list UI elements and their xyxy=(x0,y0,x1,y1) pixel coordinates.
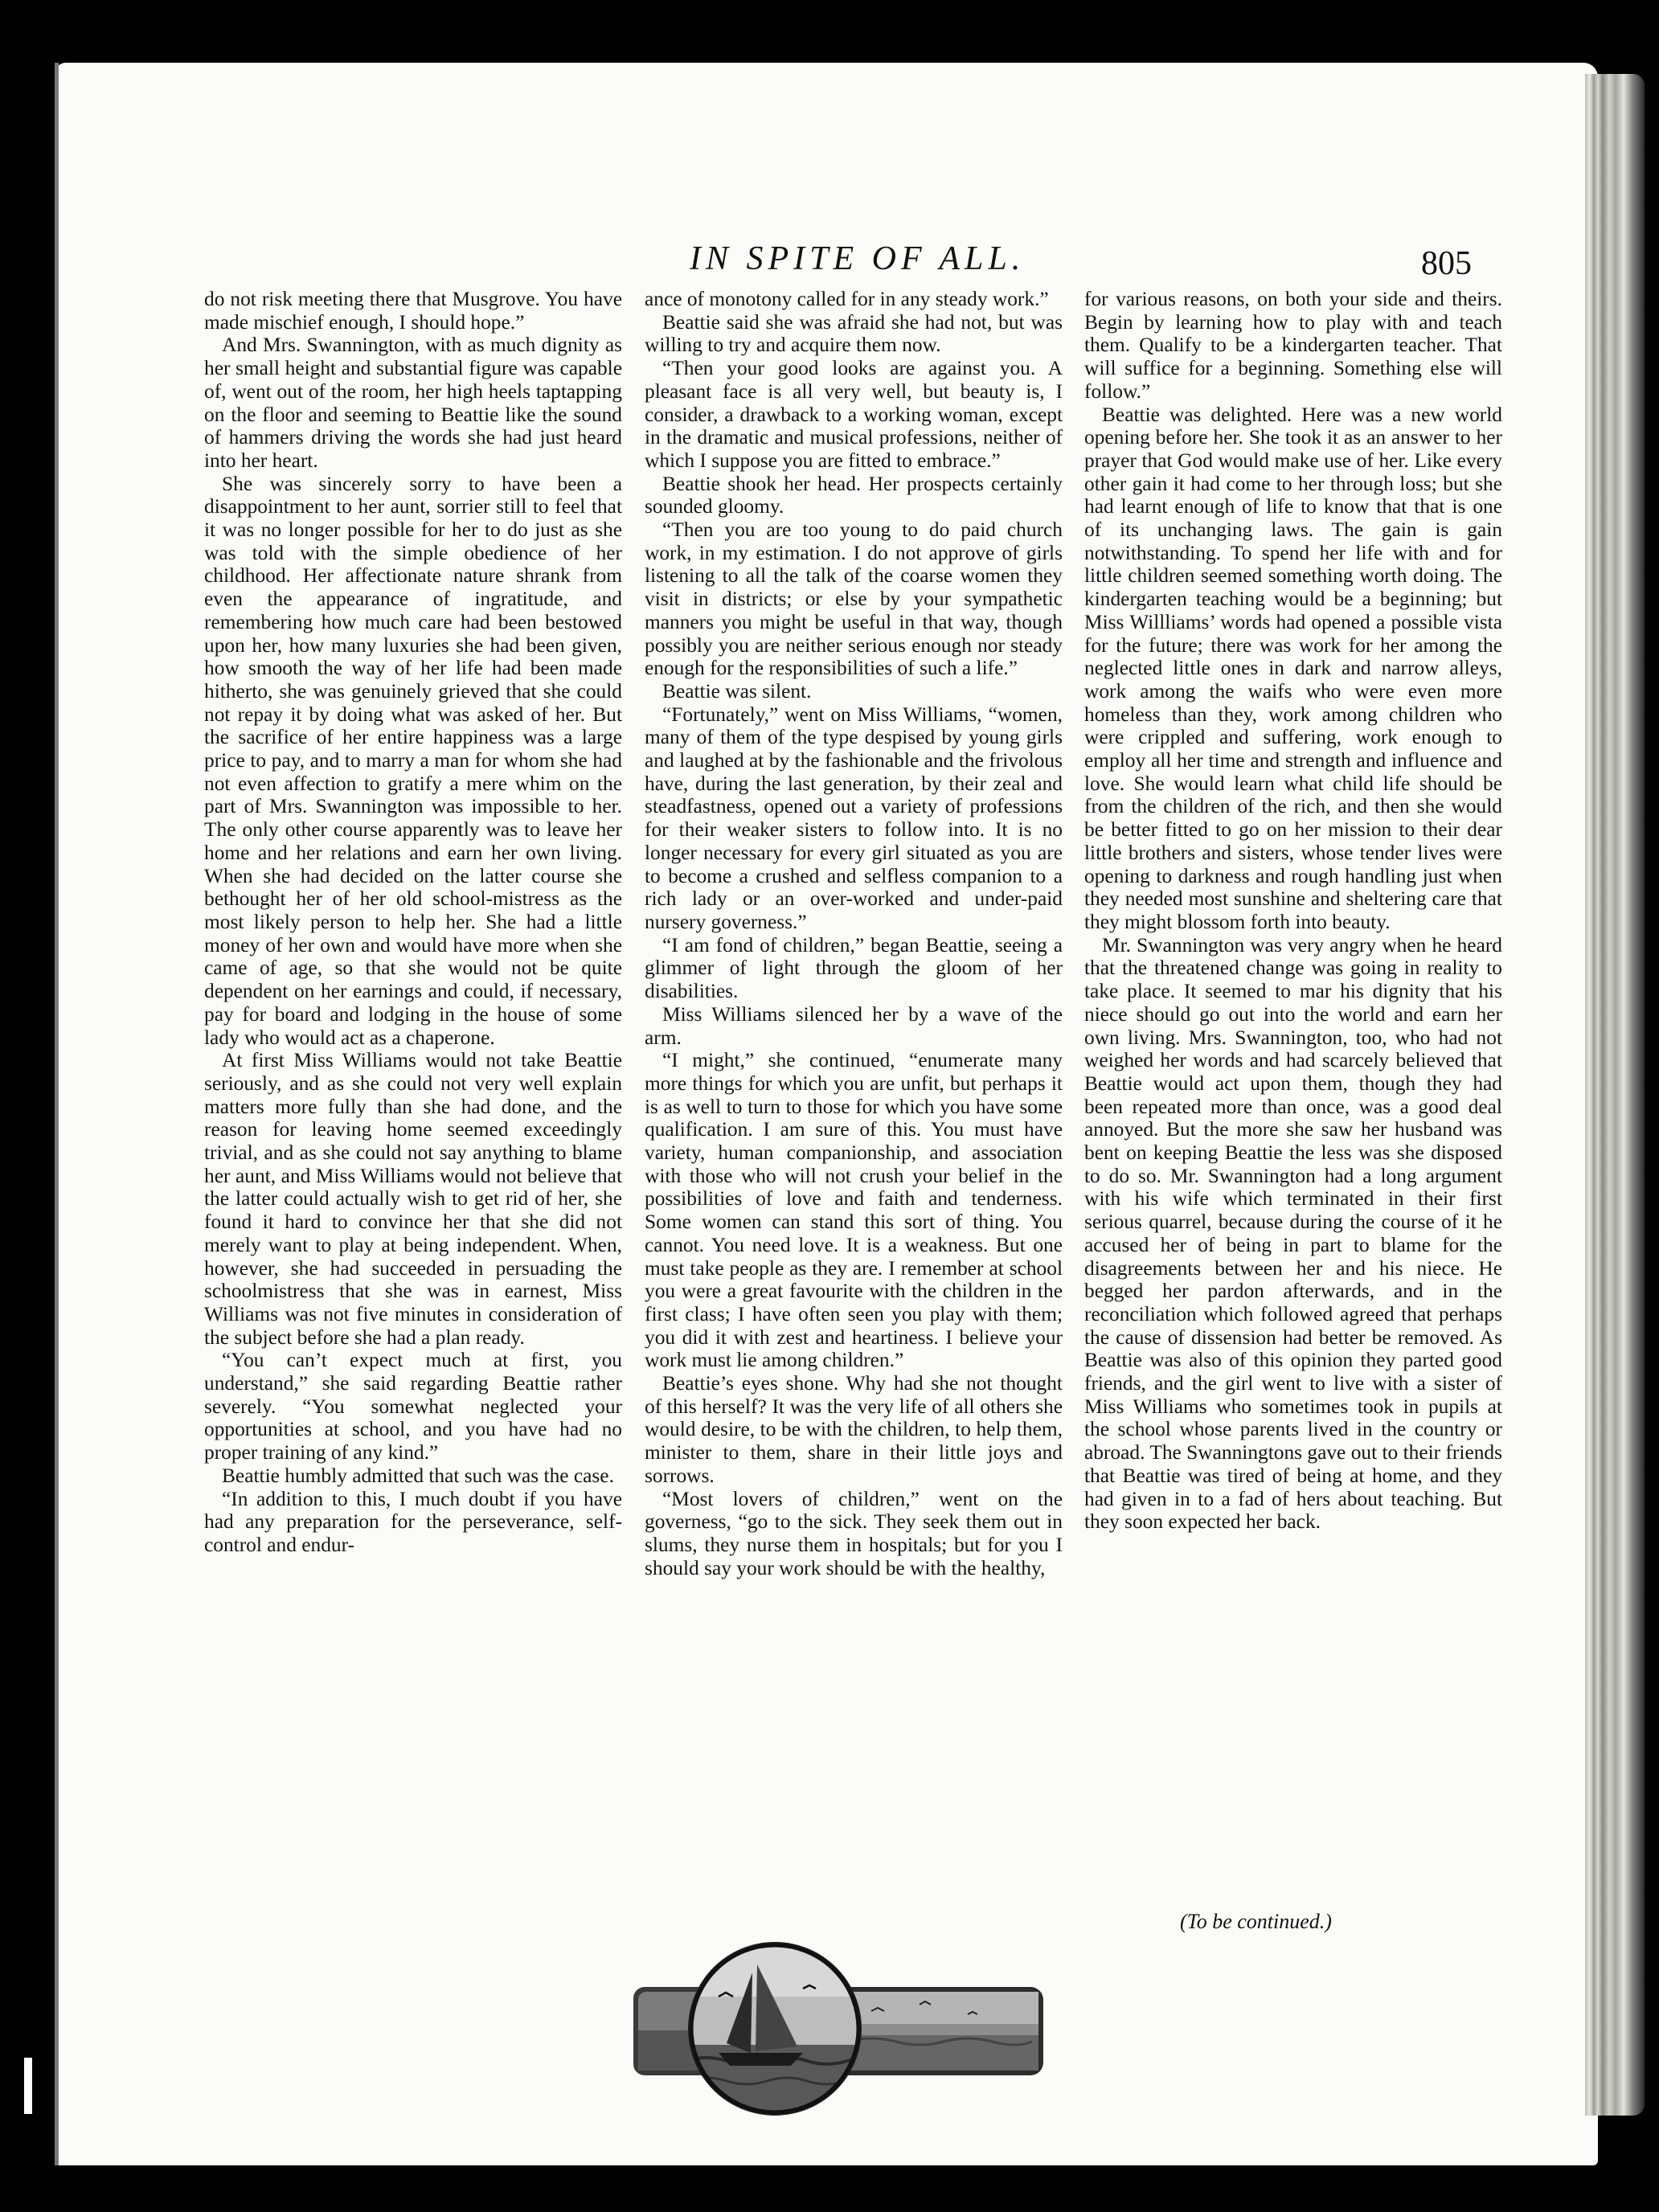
body-paragraph: Beattie shook her head. Her prospects certainly sounded gloomy. xyxy=(645,472,1063,518)
body-paragraph: “I am fond of children,” began Beattie, seeing a glimmer of light through the gloom of her disabilities. xyxy=(645,933,1063,1003)
text-column-1 xyxy=(204,288,622,1557)
body-paragraph: Beattie said she was afraid she had not, but was willing to try and acquire them now. xyxy=(645,310,1063,357)
body-paragraph: At first Miss Williams would not take Beattie seriously, and as she could not very well explain matters more fully than she had done, and the reason for leaving home seemed exceedingly trivial, and as she could not say anything to blame her aunt, and Miss Williams would not believe that the latter could actually wish to get rid of her, she found it hard to convince her that she did not merely want to play at being independent. When, however, she had succeeded in persuading the schoolmistress that she was in earnest, Miss Williams was not five minutes in consideration of the subject before she had a plan ready. xyxy=(204,1049,622,1349)
body-paragraph: “In addition to this, I much doubt if you have had any preparation for the perseverance, self-control and endur- xyxy=(204,1487,622,1556)
body-paragraph: Beattie’s eyes shone. Why had she not thought of this herself? It was the very life of all others she would desire, to be with the children, to help them, minister to them, share in their little joys and sorrows. xyxy=(645,1372,1063,1487)
body-paragraph: for various reasons, on both your side and theirs. Begin by learning how to play with and teach them. Qualify to be a kindergarten teacher. That will suffice for a beginning. Something else will follow.” xyxy=(1084,288,1502,403)
text-column-2 xyxy=(645,288,1063,1579)
body-paragraph: And Mrs. Swannington, with as much dignity as her small height and substantial figure was capable of, went out of the room, her high heels taptapping on the floor and seeming to Beattie like the sound of hammers driving the words she had just heard into her heart. xyxy=(204,334,622,472)
scan-artifact-mark xyxy=(24,2058,32,2114)
sailboat-vignette-illustration xyxy=(630,1940,1047,2128)
body-paragraph: “Then you are too young to do paid church work, in my estimation. I do not approve of girls listening to all the talk of the coarse women they visit in districts; or else by your sympathetic manners you might be useful in that way, though possibly you are neither serious enough nor steady enough for the responsibilities of such a life.” xyxy=(645,518,1063,680)
body-paragraph: Beattie humbly admitted that such was the case. xyxy=(222,1464,614,1487)
body-paragraph: She was sincerely sorry to have been a disappointment to her aunt, sorrier still to feel that it was no longer possible for her to do just as she was told with the simple obedience of her childhood. Her affectionate nature shrank from even the appearance of ingratitude, and remembering how much care had been bestowed upon her, how many luxuries she had been given, how smooth the way of her life had been made hitherto, she was genuinely grieved that she could not repay it by doing what was asked of her. But the sacrifice of her entire happiness was a large price to pay, and to marry a man for whom she had not even affection to gratify a mere whim on the part of Mrs. Swannington was impossible to her. The only other course apparently was to leave her home and her relations and earn her own living. When she had decided on the latter course she bethought her of her old school-mistress as the most likely person to help her. She had a little money of her own and would have more when she came of age, so that she would not be quite dependent on her earnings and could, if necessary, pay for board and lodging in the house of some lady who would act as a chaperone. xyxy=(204,472,622,1049)
body-paragraph: “You can’t expect much at first, you understand,” she said regarding Beattie rather severely. “You somewhat neglected your opportunities at school, and you have had no proper training of any kind.” xyxy=(204,1349,622,1464)
running-title: IN SPITE OF ALL. xyxy=(690,240,1026,277)
text-column-3 xyxy=(1084,288,1502,1534)
body-paragraph: “Fortunately,” went on Miss Williams, “women, many of them of the type despised by young girls and laughed at by the fashionable and the frivolous have, during the last generation, by their zeal and steadfastness, opened out a variety of professions for their weaker sisters to follow into. It is no longer necessary for every girl situated as you are to become a crushed and selfless companion to a rich lady or an over-worked and under-paid nursery governess.” xyxy=(645,703,1063,933)
scan-border-top xyxy=(0,0,1659,48)
body-paragraph: Miss Williams silenced her by a wave of the arm. xyxy=(645,1002,1063,1049)
body-paragraph: ance of monotony called for in any steady work.” xyxy=(645,288,1049,310)
book-page-edges xyxy=(1585,74,1645,2116)
page-gutter-edge xyxy=(55,63,59,2165)
body-paragraph: do not risk meeting there that Musgrove. You have made mischief enough, I should hope.” xyxy=(204,288,622,334)
body-paragraph: “Then your good looks are against you. A pleasant face is all very well, but beauty is, I consider, a drawback to a working woman, except in the dramatic and musical professions, neither of which I suppose you are fitted to embrace.” xyxy=(645,357,1063,472)
page-header xyxy=(55,240,1598,288)
body-paragraph: “Most lovers of children,” went on the governess, “go to the sick. They seek them out in slums, they nurse them in hospitals; but for you I should say your work should be with the healthy, xyxy=(645,1487,1063,1579)
body-paragraph: Beattie was delighted. Here was a new world opening before her. She took it as an answer to her prayer that God would make use of her. Like every other gain it had come to her through loss; but she had learnt enough of life to know that that is one of its unchanging laws. The gain is gain notwithstanding. To spend her life with and for little children seemed something worth doing. The kindergarten teaching would be a beginning; but Miss Willliams’ words had opened a possible vista for the future; there was work for her among the neglected little ones in dark and narrow alleys, work among the waifs who were even more homeless than they, work among children who were crippled and suffering, work enough to employ all her time and strength and influence and love. She would learn what child life should be from the children of the rich, and then she would be better fitted to go on her mission to their dear little brothers and sisters, whose tender lives were opening to darkness and rough handling just when they needed most sunshine and sheltering care that they might blossom forth into beauty. xyxy=(1084,403,1502,933)
page-number: 805 xyxy=(1421,245,1472,282)
body-paragraph: Mr. Swannington was very angry when he heard that the threatened change was going in reality to take place. It seemed to mar his dignity that his niece should go out into the world and earn her own living. Mrs. Swannington, too, who had not weighed her words and had scarcely believed that Beattie would act upon them, though they had been repeated more than once, was a good deal annoyed. But the more she saw her husband was bent on keeping Beattie the less was she disposed to do so. Mr. Swannington had a long argument with his wife which terminated in their first serious quarrel, because during the course of it he accused her of being in part to blame for the disagreements between her and his niece. He begged her pardon afterwards, and in the reconciliation which followed agreed that perhaps the cause of dissension had better be removed. As Beattie was also of this opinion they parted good friends, and the girl went to live with a sister of Miss Williams who sometimes took in pupils at the school whose parents lived in the country or abroad. The Swanningtons gave out to their friends that Beattie was tired of being at home, and they had given in to a fad of hers about teaching. But they soon expected her back. xyxy=(1084,933,1502,1534)
to-be-continued-note: (To be continued.) xyxy=(1180,1910,1332,1933)
body-paragraph: Beattie was silent. xyxy=(662,679,812,703)
body-paragraph: “I might,” she continued, “enumerate many more things for which you are unfit, but perhaps it is as well to turn to those for which you have some qualification. I am sure of this. You must have variety, human companionship, and association with those who will not crush your belief in the possibilities of love and faith and tenderness. Some women can stand this sort of thing. You cannot. You need love. It is a weakness. But one must take people as they are. I remember at school you were a great favourite with the children in the first class; I have often seen you play with them; you did it with zest and heartiness. I believe your work must lie among children.” xyxy=(645,1049,1063,1372)
magazine-page xyxy=(55,63,1598,2165)
